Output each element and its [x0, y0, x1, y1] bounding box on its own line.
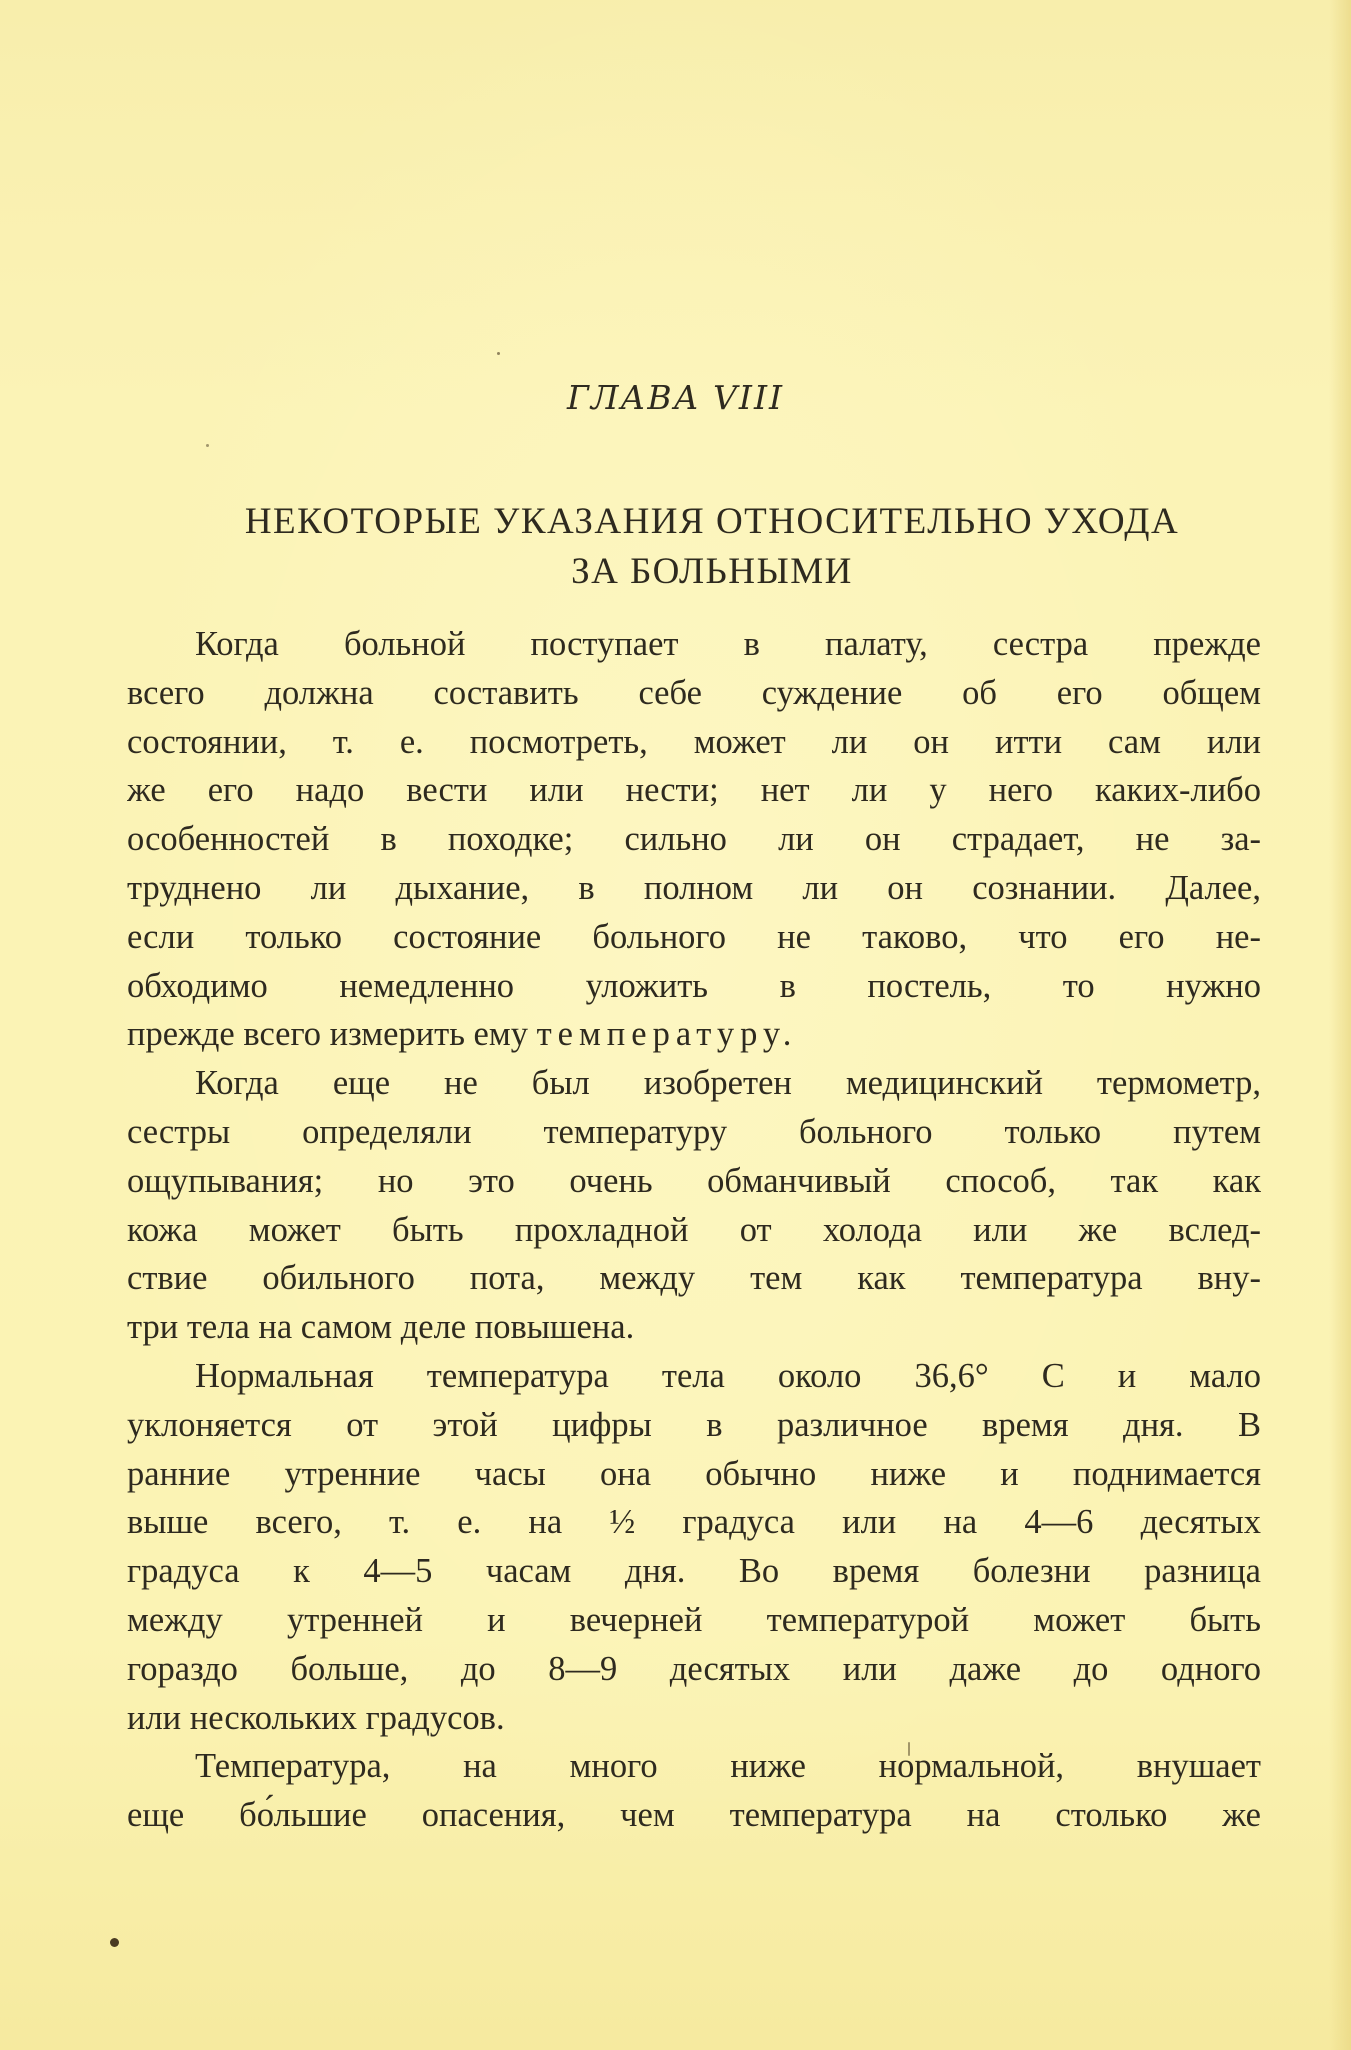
text-line: сестры определяли температуру больного только путем [127, 1112, 1261, 1151]
text-line: ранние утренние часы она обычно ниже и поднимается [127, 1454, 1261, 1493]
text-line-with-emphasis [127, 1010, 1261, 1059]
chapter-title-line: ЗА БОЛЬНЫМИ [571, 550, 853, 592]
text-line: выше всего, т. е. на ½ градуса или на 4—6 десятых [127, 1503, 1261, 1542]
text-line: особенностей в походке; сильно ли он страдает, не за- [127, 820, 1261, 859]
text-line: же его надо вести или нести; нет ли у него каких-либо [127, 771, 1261, 810]
page-edge-shadow [1329, 0, 1351, 2050]
text-fragment: прежде всего измерить ему [127, 1015, 528, 1054]
text-line: три тела на самом деле повышена. [127, 1308, 635, 1347]
text-line: ощупывания; но это очень обманчивый способ, так как [127, 1161, 1261, 1200]
body-text [127, 620, 1261, 1840]
text-line: гораздо больше, до 8—9 десятых или даже до одного [127, 1649, 1261, 1688]
text-line: обходимо немедленно уложить в постель, то нужно [127, 966, 1261, 1005]
text-line: состоянии, т. е. посмотреть, может ли он итти сам или [127, 722, 1261, 761]
chapter-label: ГЛАВА VIII [566, 378, 785, 417]
text-line: Когда еще не был изобретен медицинский термометр, [195, 1064, 1261, 1103]
text-line: уклоняется от этой цифры в различное время дня. В [127, 1405, 1261, 1444]
chapter-title [150, 497, 1274, 597]
text-line: кожа может быть прохладной от холода или же вслед- [127, 1210, 1261, 1249]
text-line: Когда больной поступает в палату, сестра прежде [195, 625, 1261, 663]
emphasized-term: температуру. [536, 1015, 798, 1054]
text-line: труднено ли дыхание, в полном ли он сознании. Далее, [127, 868, 1261, 907]
text-line: или нескольких градусов. [127, 1698, 505, 1737]
chapter-title-line: НЕКОТОРЫЕ УКАЗАНИЯ ОТНОСИТЕЛЬНО УХОДА [244, 500, 1180, 542]
ink-speck [497, 352, 500, 355]
text-line: Температура, на много ниже нормальной, внушает [195, 1747, 1261, 1786]
ink-speck [110, 1938, 119, 1947]
text-line: всего должна составить себе суждение об его общем [127, 673, 1261, 712]
text-line: еще бо́льшие опасения, чем температура на столько же [127, 1796, 1261, 1835]
text-line: если только состояние больного не таково, что его не- [127, 917, 1261, 956]
text-line: ствие обильного пота, между тем как температура вну- [127, 1259, 1261, 1298]
text-line: между утренней и вечерней температурой может быть [127, 1600, 1261, 1639]
ink-speck [206, 444, 209, 447]
text-line: Нормальная температура тела около 36,6° С и мало [195, 1356, 1261, 1395]
text-line: градуса к 4—5 часам дня. Во время болезни разница [127, 1552, 1261, 1591]
